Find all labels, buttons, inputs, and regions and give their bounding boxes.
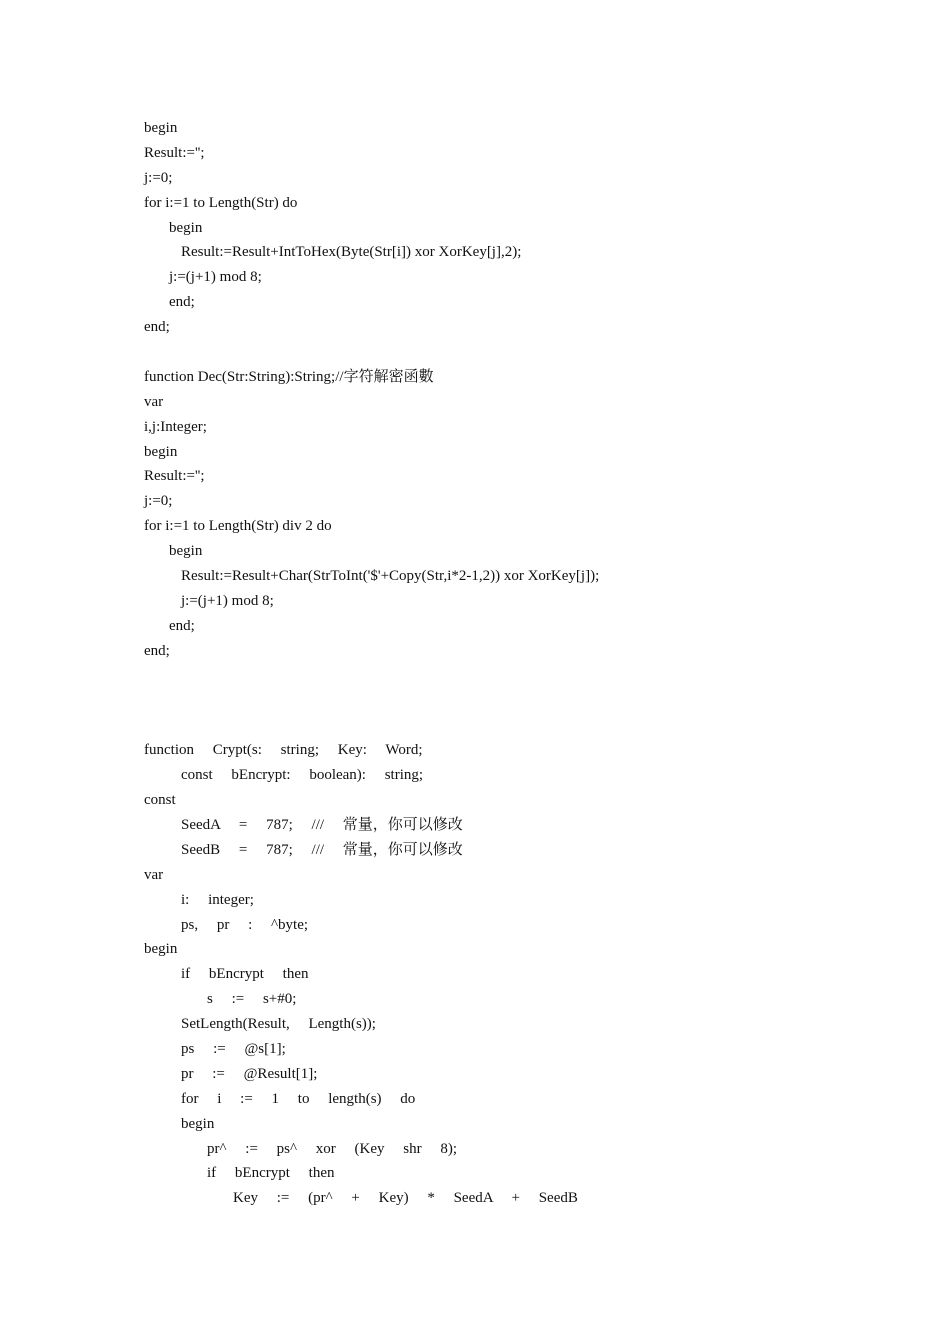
code-line: ps, pr : ^byte;: [181, 916, 309, 933]
code-line: end;: [169, 294, 195, 311]
code-line: function Dec(Str:String):String;//字符解密函數: [144, 368, 434, 385]
code-line: j:=(j+1) mod 8;: [169, 269, 262, 286]
code-line: SetLength(Result, Length(s));: [181, 1016, 376, 1033]
code-line: var: [144, 393, 164, 410]
code-line: end;: [169, 617, 195, 634]
code-line: [144, 340, 599, 365]
code-line: ps := @s[1];: [181, 1040, 286, 1057]
code-line: j:=0;: [144, 169, 173, 186]
code-line: if bEncrypt then: [181, 966, 309, 983]
code-line: if bEncrypt then: [207, 1165, 335, 1182]
code-line: Result:=Result+Char(StrToInt('$'+Copy(Str,i*2-1,2)) xor XorKey[j]);: [181, 568, 600, 585]
code-line: begin: [144, 941, 178, 958]
code-line: Key := (pr^ + Key) * SeedA + SeedB: [233, 1190, 578, 1207]
code-line: end;: [144, 642, 170, 659]
code-line: [144, 664, 599, 689]
code-line: begin: [144, 443, 178, 460]
code-line: var: [144, 866, 164, 883]
code-line: [144, 688, 599, 713]
code-line: Result:=Result+IntToHex(Byte(Str[i]) xor XorKey[j],2);: [181, 244, 522, 261]
code-line: s := s+#0;: [207, 991, 297, 1008]
code-line: [144, 713, 599, 738]
code-listing: [144, 116, 599, 1211]
code-line: SeedA = 787; /// 常量，你可以修改: [181, 816, 463, 833]
code-line: const: [144, 792, 176, 809]
code-line: j:=0;: [144, 493, 173, 510]
code-line: Result:='';: [144, 144, 205, 161]
code-line: for i:=1 to Length(Str) div 2 do: [144, 518, 332, 535]
code-line: end;: [144, 319, 170, 336]
code-line: function Crypt(s: string; Key: Word;: [144, 742, 423, 759]
code-line: j:=(j+1) mod 8;: [181, 592, 274, 609]
code-line: begin: [169, 219, 203, 236]
code-line: Result:='';: [144, 468, 205, 485]
code-line: for i:=1 to Length(Str) do: [144, 194, 298, 211]
code-line: begin: [169, 543, 203, 560]
code-line: pr := @Result[1];: [181, 1065, 318, 1082]
code-line: pr^ := ps^ xor (Key shr 8);: [207, 1140, 458, 1157]
code-line: begin: [181, 1115, 215, 1132]
code-line: i,j:Integer;: [144, 418, 207, 435]
code-line: for i := 1 to length(s) do: [181, 1090, 416, 1107]
code-line: SeedB = 787; /// 常量，你可以修改: [181, 841, 463, 858]
code-line: const bEncrypt: boolean): string;: [181, 767, 424, 784]
code-line: begin: [144, 120, 178, 136]
code-line: i: integer;: [181, 891, 254, 908]
